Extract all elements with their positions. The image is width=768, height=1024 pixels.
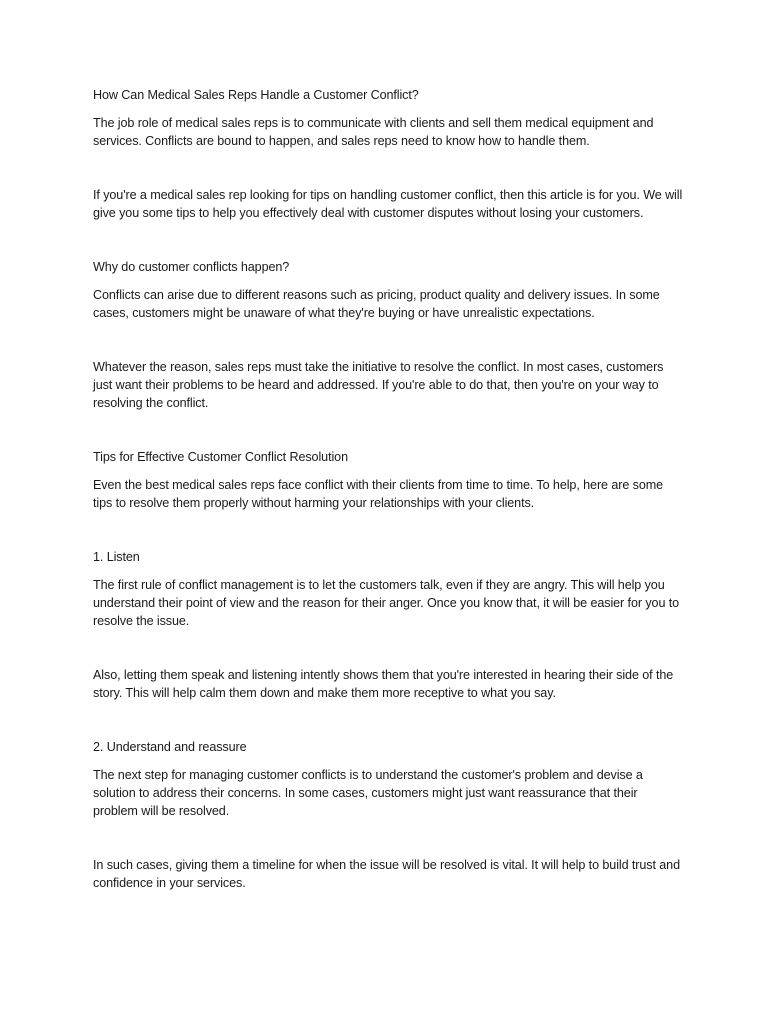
document-page	[93, 86, 683, 928]
section-heading: Tips for Effective Customer Conflict Resolution	[93, 450, 348, 464]
section-paragraph: Even the best medical sales reps face conflict with their clients from time to time. To help, here are some tips to resolve them properly without harming your relationships with your clients.	[93, 478, 664, 510]
section-paragraph: Also, letting them speak and listening intently shows them that you're interested in hearing their side of the story. This will help calm them down and make them more receptive to what you say.	[93, 668, 674, 700]
section-paragraph: Conflicts can arise due to different reasons such as pricing, product quality and delivery issues. In some cases, customers might be unaware of what they're buying or have unrealistic expectations.	[93, 288, 660, 320]
intro-paragraph: If you're a medical sales rep looking for tips on handling customer conflict, then this article is for you. We will give you some tips to help you effectively deal with customer disputes without losing your customers.	[93, 188, 683, 220]
intro-paragraph: The job role of medical sales reps is to communicate with clients and sell them medical equipment and services. Conflicts are bound to happen, and sales reps need to know how to handle them.	[93, 116, 654, 148]
section-paragraph: Whatever the reason, sales reps must take the initiative to resolve the conflict. In most cases, customers just want their problems to be heard and addressed. If you're able to do that, then you're on your way to resolving the conflict.	[93, 360, 664, 410]
section-heading: Why do customer conflicts happen?	[93, 260, 290, 274]
section-heading: 1. Listen	[93, 550, 140, 564]
document-title: How Can Medical Sales Reps Handle a Customer Conflict?	[93, 88, 419, 102]
section-paragraph: In such cases, giving them a timeline for when the issue will be resolved is vital. It will help to build trust and confidence in your services.	[93, 858, 680, 890]
section-heading: 2. Understand and reassure	[93, 740, 247, 754]
section-paragraph: The first rule of conflict management is to let the customers talk, even if they are angry. This will help you understand their point of view and the reason for their anger. Once you know that, it will be easier for you to resolve the issue.	[93, 578, 680, 628]
section-paragraph: The next step for managing customer conflicts is to understand the customer's problem and devise a solution to address their concerns. In some cases, customers might just want reassurance that their problem will be resolved.	[93, 768, 643, 818]
